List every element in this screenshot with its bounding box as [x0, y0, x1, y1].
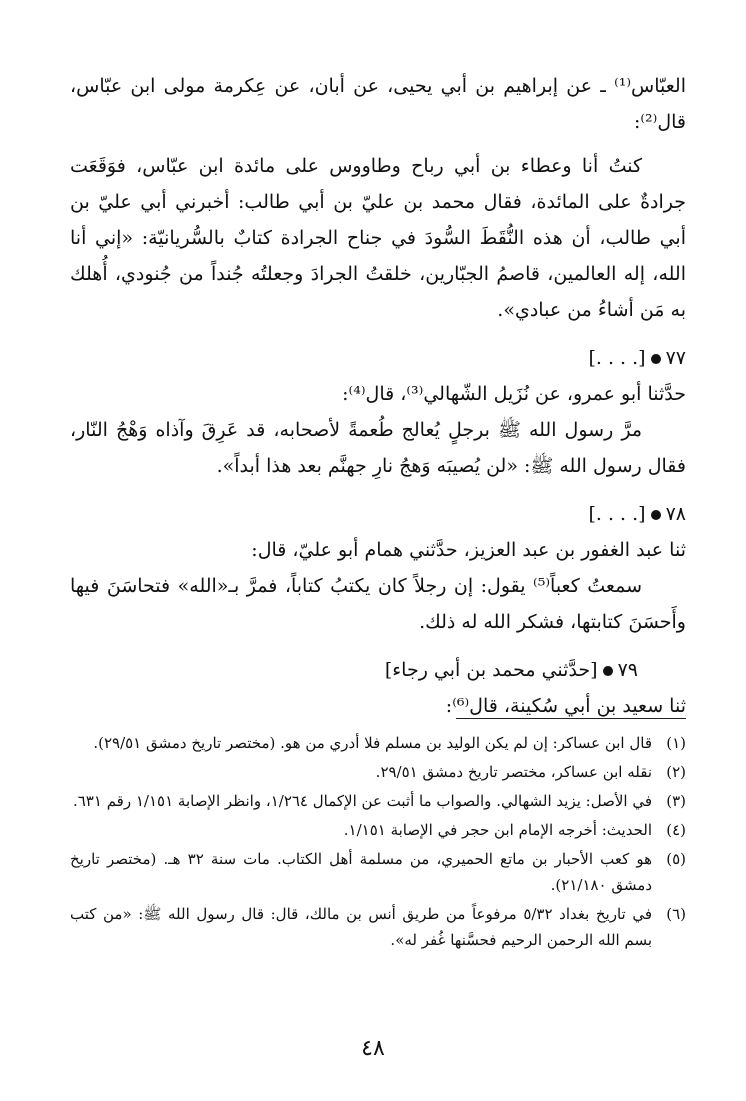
- main-text: [70, 68, 686, 724]
- hadith-number: ٧٨: [665, 503, 686, 525]
- footnote-text: في تاريخ بغداد ٥/٣٢ مرفوعاً من طريق أنس بن مالك، قال: قال رسول الله ﷺ: «من كتب بسم الله الرحمن الرحيم فحسَّنها غُفر له».: [70, 905, 652, 949]
- paragraph-1: كنتُ أنا وعطاء بن أبي رباح وطاووس على مائدة ابن عبّاس، فوَقَعَت جرادةٌ على المائدة، فقال محمد بن عليّ بن أبي طالب: أخبرني أبي عليّ بن أبي طالب، أن هذه النُّقَطَ السُّودَ في جناح الجرادة كتابٌ بالسُّريانيّة: «إني أنا الله، إله العالمين، قاصمُ الجبّارين، خلقتُ الجرادَ وجعلتُه جُنداً من جُنودي، أُهلك به مَن أشاءُ من عبادي».: [70, 155, 686, 321]
- intro-line: العبّاس⁽¹⁾ ـ عن إبراهيم بن أبي يحيى، عن أبان، عن عِكرمة مولى ابن عبّاس، قال⁽²⁾:: [70, 75, 686, 133]
- hadith-number: ٧٧: [665, 347, 686, 369]
- hadith-bracket: [حدَّثني محمد بن أبي رجاء]: [384, 659, 598, 681]
- hadith-77-text: مرَّ رسول الله ﷺ برجلٍ يُعالج طُعمةً لأصحابه، قد عَرِقَ وآذاه وَهْجُ النّار، فقال رسول الله ﷺ: «لن يُصيبَه وَهجُ نارِ جهنَّم بعد هذا أبداً».: [70, 419, 686, 477]
- hadith-77-isnad: حدَّثنا أبو عمرو، عن نُزَيل الشّهالي⁽³⁾، قال⁽⁴⁾:: [342, 383, 686, 405]
- hadith-78-text: سمعتُ كعباً⁽⁵⁾ يقول: إن رجلاً كان يكتبُ كتاباً، فمرَّ بـ«الله» فتحاسَنَ فيها وأَحسَنَ كتابتها، فشكر الله له ذلك.: [70, 575, 686, 633]
- footnote-number: (٢): [666, 763, 686, 781]
- page-number: ٤٨: [361, 1036, 385, 1061]
- footnote-item: [70, 759, 686, 785]
- hadith-number: ٧٩: [617, 659, 638, 681]
- bullet-icon: [651, 354, 661, 364]
- footnote-item: [70, 901, 686, 953]
- footnote-number: (٣): [666, 792, 686, 810]
- footnote-item: [70, 846, 686, 898]
- footnote-item: [70, 730, 686, 756]
- footnote-item: [70, 817, 686, 843]
- hadith-77-heading: [70, 340, 686, 376]
- footnote-number: (٥): [666, 850, 686, 868]
- footnote-divider: [456, 718, 686, 719]
- bullet-icon: [651, 510, 661, 520]
- footnote-text: في الأصل: يزيد الشهالي. والصواب ما أثبت عن الإكمال ١/٢٦٤، وانظر الإصابة ١/١٥١ رقم ٦٣١.: [72, 792, 652, 810]
- footnote-number: (٤): [666, 821, 686, 839]
- hadith-78-heading: [70, 496, 686, 532]
- footnote-text: قال ابن عساكر: إن لم يكن الوليد بن مسلم فلا أدري من هو. (مختصر تاريخ دمشق ٢٩/٥١).: [93, 734, 652, 752]
- bullet-icon: [603, 666, 613, 676]
- footnote-number: (١): [666, 734, 686, 752]
- footnote-text: هو كعب الأحبار بن ماتع الحميري، من مسلمة أهل الكتاب. مات سنة ٣٢ هـ. (مختصر تاريخ دمشق ٢١/١٨٠).: [70, 850, 652, 894]
- footnote-text: الحديث: أخرجه الإمام ابن حجر في الإصابة ١/١٥١.: [343, 821, 652, 839]
- footnote-number: (٦): [666, 905, 686, 923]
- footnote-item: [70, 788, 686, 814]
- hadith-bracket: [. . . .]: [588, 503, 646, 525]
- footnote-text: نقله ابن عساكر، مختصر تاريخ دمشق ٢٩/٥١.: [375, 763, 652, 781]
- hadith-bracket: [. . . .]: [588, 347, 646, 369]
- hadith-78-isnad: ثنا عبد الغفور بن عبد العزيز، حدَّثني همام أبو عليّ، قال:: [251, 539, 686, 561]
- footnotes: [70, 730, 686, 956]
- hadith-79-heading: [70, 652, 638, 688]
- hadith-79-isnad: ثنا سعيد بن أبي سُكينة، قال⁽⁶⁾:: [445, 695, 686, 717]
